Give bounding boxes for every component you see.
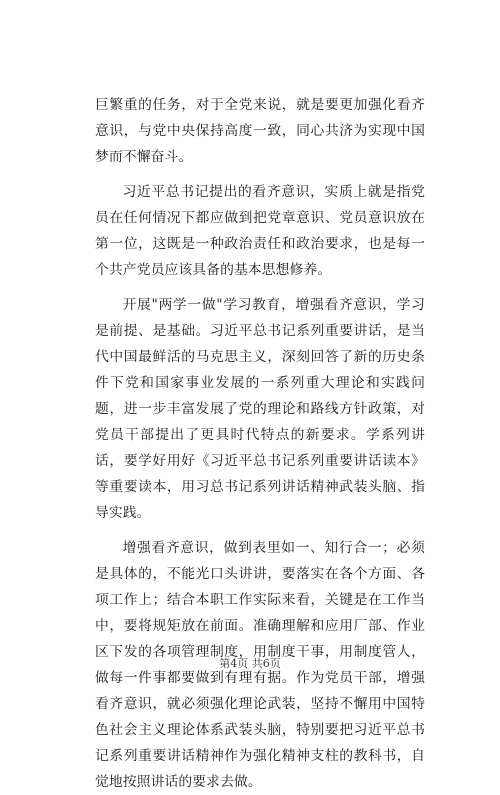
- paragraph-1: 巨繁重的任务，对于全党来说，就是要更加强化看齐意识，与党中央保持高度一致，同心共济为实现中国梦而不懈奋斗。: [95, 97, 425, 165]
- document-body: [95, 92, 425, 795]
- paragraph-4: 增强看齐意识，做到表里如一、知行合一；必须是具体的，不能光口头讲讲，要落实在各个方面、各项工作上；结合本职工作实际来看，关键是在工作当中，要将规矩放在前面。准确理解和应用厂部、作业区下发的各项管理制度，用制度干事，用制度管人，做每一件事都要做到有理有据。作为党员干部，增强看齐意识，就必须强化理论武装，坚持不懈用中国特色社会主义理论体系武装头脑，特别要把习近平总书记系列重要讲话精神作为强化精神支柱的教科书，自觉地按照讲话的要求去做。: [95, 540, 425, 790]
- page-number-footer: 第4页 共6页: [219, 657, 281, 670]
- paragraph-3: 开展"两学一做"学习教育，增强看齐意识，学习是前提、是基础。习近平总书记系列重要讲话，是当代中国最鲜活的马克思主义，深刻回答了新的历史条件下党和国家事业发展的一系列重大理论和实践问题，进一步丰富发展了党的理论和路线方针政策，对党员干部提出了更具时代特点的新要求。学系列讲话，要学好用好《习近平总书记系列重要讲话读本》等重要读本，用习总书记系列讲话精神武装头脑、指导实践。: [95, 297, 425, 521]
- paragraph-2: 习近平总书记提出的看齐意识，实质上就是指党员在任何情况下都应做到把党章意识、党员意识放在第一位，这既是一种政治责任和政治要求，也是每一个共产党员应该具备的基本思想修养。: [95, 184, 425, 278]
